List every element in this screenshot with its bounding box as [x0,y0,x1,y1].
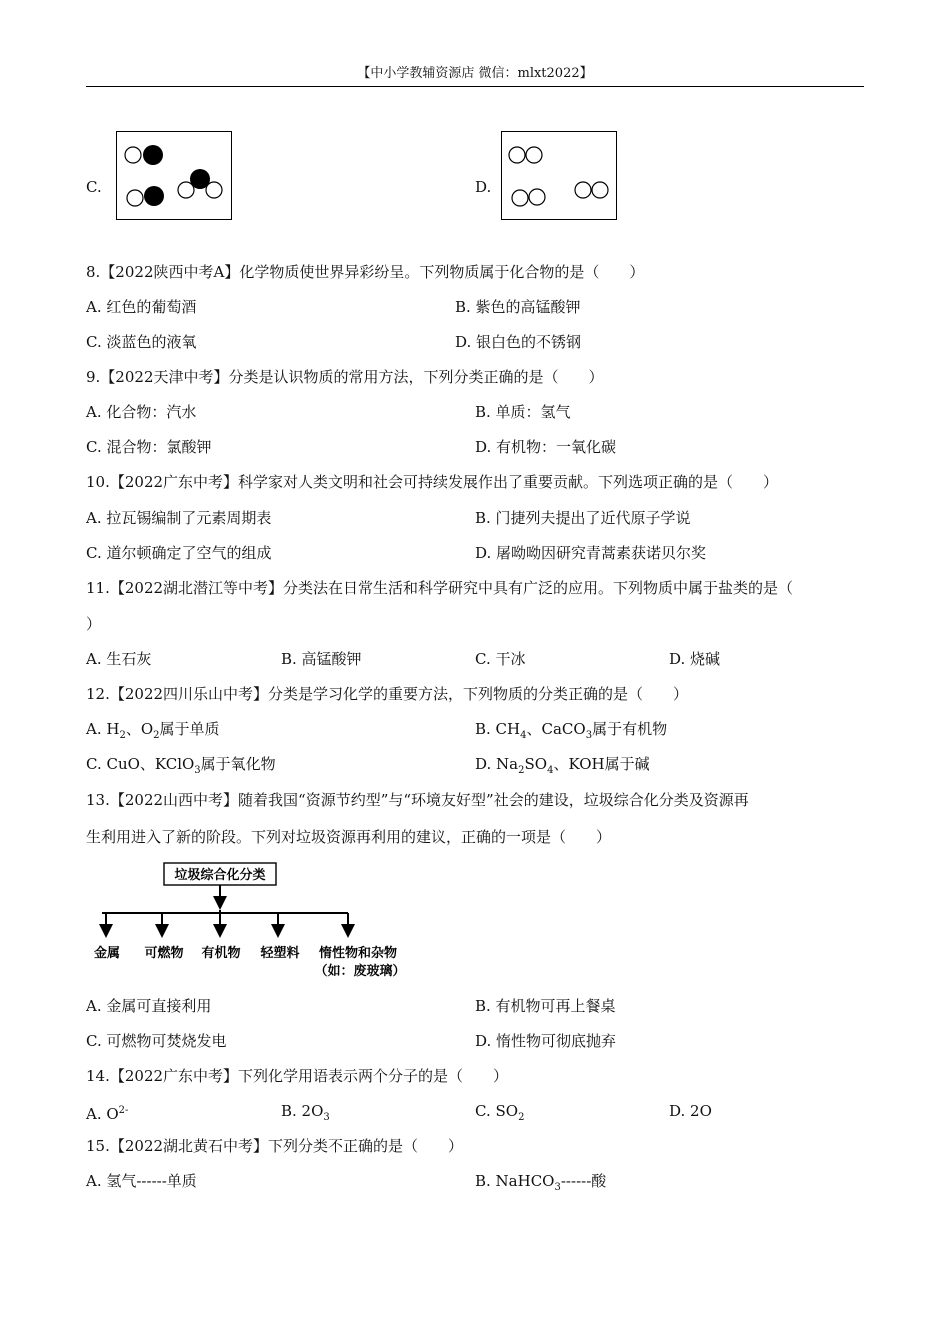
molecule-c2 [127,186,164,206]
molecule-c1 [125,145,163,165]
q12-option-a: A. $H_2$、$O_2$属于单质 [86,720,220,741]
diagram-arrow-plastic [271,924,285,938]
diagram-leaf-organic: 有机物 [201,946,241,961]
q15-option-a: A. 氢气------单质 [86,1172,197,1190]
q9-option-a: A. 化合物：汽水 [86,403,197,421]
q12-stem: 12.【2022四川乐山中考】分类是学习化学的重要方法，下列物质的分类正确的是（ ） [86,685,689,703]
diagram-root-label: 垃圾综合化分类 [174,868,266,883]
q13-stem-line1: 13.【2022山西中考】随着我国“资源节约型”与“环境友好型”社会的建设，垃圾综合化分类及资源再 [86,791,749,809]
q10-option-a: A. 拉瓦锡编制了元素周期表 [86,509,272,527]
diagram-arrow-combustible [155,924,169,938]
q9-option-c: C. 混合物：氯酸钾 [86,438,212,456]
q9-option-d: D. 有机物：一氧化碳 [475,438,617,456]
page-header: 【中小学教辅资源店 微信：mlxt2022】 [357,66,593,81]
q10-option-c: C. 道尔顿确定了空气的组成 [86,544,272,562]
q7-option-d-diagram [501,131,617,220]
q8-option-d: D. 银白色的不锈钢 [455,333,582,351]
diagram-leaf-inert: 惰性物和杂物 [318,946,398,961]
q9-stem: 9.【2022天津中考】分类是认识物质的常用方法，下列分类正确的是（ ） [86,368,604,386]
diagram-leaf-inert-note: （如：废玻璃） [314,964,406,979]
q13-option-a: A. 金属可直接利用 [86,997,212,1015]
q12-option-d: D. $Na_2SO_4$、KOH属于碱 [475,755,650,776]
q14-option-a: A. $O^{2-}$ [86,1105,129,1123]
q11-option-c: C. 干冰 [475,650,526,668]
q14-option-d: D. 2O [669,1102,712,1120]
q10-stem: 10.【2022广东中考】科学家对人类文明和社会可持续发展作出了重要贡献。下列选项正确的是（ ） [86,473,779,491]
q11-option-b: B. 高锰酸钾 [281,650,362,668]
q9-option-b: B. 单质：氢气 [475,403,571,421]
q11-stem-line2: ） [86,615,102,633]
molecule-d1 [509,147,542,163]
q10-option-b: B. 门捷列夫提出了近代原子学说 [475,509,691,527]
diagram-arrow-inert [341,924,355,938]
q14-option-c: C. $SO_2$ [475,1102,525,1123]
diagram-leaf-metal: 金属 [93,946,121,961]
diagram-arrow-organic [213,924,227,938]
q14-option-b: B. $2O_3$ [281,1102,330,1123]
q13-option-d: D. 惰性物可彻底抛弃 [475,1032,617,1050]
diagram-arrow-metal [99,924,113,938]
q8-option-c: C. 淡蓝色的液氧 [86,333,197,351]
waste-classification-diagram [92,860,422,989]
diagram-root-arrow [213,896,227,910]
q15-option-b: B. NaHCO$_3$------酸 [475,1172,607,1193]
q11-stem-line1: 11.【2022湖北潜江等中考】分类法在日常生活和科学研究中具有广泛的应用。下列物质中属于盐类的是（ [86,579,794,597]
header-rule [86,86,864,87]
q10-option-d: D. 屠呦呦因研究青蒿素获诺贝尔奖 [475,544,707,562]
diagram-leaf-plastic: 轻塑料 [260,946,300,961]
q12-option-b: B. $CH_4$、CaCO$_3$属于有机物 [475,720,668,741]
q14-stem: 14.【2022广东中考】下列化学用语表示两个分子的是（ ） [86,1067,509,1085]
q12-option-c: C. CuO、KClO$_3$属于氧化物 [86,755,276,776]
q7-option-d-label: D. [475,178,492,196]
q8-option-a: A. 红色的葡萄酒 [86,298,197,316]
diagram-leaf-combustible: 可燃物 [144,946,184,961]
q13-option-c: C. 可燃物可焚烧发电 [86,1032,227,1050]
q8-stem: 8.【2022陕西中考A】化学物质使世界异彩纷呈。下列物质属于化合物的是（ ） [86,263,645,281]
q13-option-b: B. 有机物可再上餐桌 [475,997,616,1015]
q7-option-c-diagram [116,131,232,220]
q8-option-b: B. 紫色的高锰酸钾 [455,298,581,316]
q15-stem: 15.【2022湖北黄石中考】下列分类不正确的是（ ） [86,1137,464,1155]
molecule-c3 [178,169,222,198]
molecule-d2 [512,189,545,206]
q7-option-c-label: C. [86,178,102,196]
q11-option-d: D. 烧碱 [669,650,721,668]
molecule-d3 [575,182,608,198]
q13-stem-line2: 生利用进入了新的阶段。下列对垃圾资源再利用的建议，正确的一项是（ ） [86,828,612,846]
q11-option-a: A. 生石灰 [86,650,152,668]
